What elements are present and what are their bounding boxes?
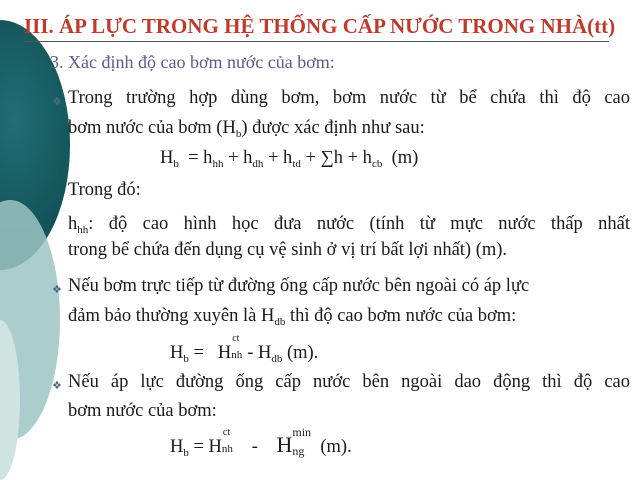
f2-sup: ct	[232, 333, 240, 344]
f1-lhs: H	[160, 148, 174, 168]
para1-line2	[68, 118, 425, 139]
f3-sup: ct	[222, 427, 231, 438]
f1-plus1: + h	[228, 148, 253, 168]
para3-line2: bơm nước của bơm:	[68, 401, 217, 421]
f1-lhs-sub: b	[173, 158, 179, 170]
f2-sub: nh	[231, 349, 243, 361]
f1-t4-sub: cb	[371, 158, 383, 170]
f2-h: H	[217, 343, 232, 363]
f2-lhs-sub: b	[183, 353, 189, 365]
f3-h2-sub: ng	[292, 444, 305, 458]
para1-sub: b	[235, 128, 242, 140]
f2-script	[231, 333, 247, 361]
f1-t3-sub: td	[292, 158, 301, 170]
title-underline	[24, 41, 609, 42]
f2-unit: (m).	[286, 343, 319, 363]
para1-line2-text: bơm nước của bơm (H	[68, 118, 236, 138]
para1-line1: Trong trường hợp dùng bơm, bơm nước từ bể chứa thì độ cao	[68, 88, 630, 108]
f1-eq: = h	[188, 148, 213, 168]
section-subheading: 3. Xác định độ cao bơm nước của bơm:	[50, 52, 335, 72]
f1-t1-sub: hh	[212, 158, 224, 170]
f1-plus2: + h	[268, 148, 293, 168]
f2-lhs: H	[170, 343, 184, 363]
def-line1-text: : độ cao hình học đưa nước (tính từ mực nước thấp nhất	[88, 214, 630, 234]
diamond-bullet-icon: ❖	[52, 284, 62, 296]
f3-unit: (m).	[320, 437, 352, 457]
f2-eq: =	[188, 343, 204, 363]
f1-t2-sub: dh	[252, 158, 264, 170]
f2-rest: - H	[247, 343, 272, 363]
diamond-bullet-icon: ❖	[52, 96, 62, 108]
para2-sub: db	[274, 316, 286, 328]
slide-title: III. ÁP LỰC TRONG HỆ THỐNG CẤP NƯỚC TRONG NHÀ(tt)	[24, 14, 616, 38]
para3-line1: Nếu áp lực đường ống cấp nước bên ngoài dao động thì độ cao	[68, 372, 630, 392]
f3-minus: -	[251, 437, 258, 457]
para2-line1: Nếu bơm trực tiếp từ đường ống cấp nước bên ngoài có áp lực	[68, 276, 530, 296]
f3-script2	[292, 425, 320, 458]
def-symbol: h	[68, 214, 78, 234]
definition-line2: trong bể chứa đến dụng cụ vệ sinh ở vị trí bất lợi nhất) (m).	[68, 240, 508, 260]
para1-line2-end: ) được xác định như sau:	[241, 118, 425, 138]
f3-lhs-sub: b	[183, 447, 189, 459]
f3-sub: nh	[221, 443, 233, 455]
formula-3	[170, 425, 352, 459]
diamond-bullet-icon: ❖	[52, 380, 62, 392]
f2-rest-sub: db	[271, 353, 283, 365]
f3-lhs: H	[170, 437, 184, 457]
where-label: Trong đó:	[68, 180, 141, 200]
f1-unit: (m)	[391, 148, 419, 168]
definition-line1	[68, 214, 630, 235]
para2-line2	[68, 306, 516, 327]
para2-line2-end: thì độ cao bơm nước của bơm:	[285, 306, 517, 326]
formula-1	[160, 148, 418, 169]
formula-2	[170, 333, 319, 365]
f3-eq: = H	[193, 437, 222, 457]
def-symbol-sub: hh	[77, 224, 89, 236]
f1-sum: + ∑h + h	[305, 148, 372, 168]
f3-h2-sup: min	[292, 425, 312, 439]
para2-line2-text: đảm bảo thường xuyên là H	[68, 306, 275, 326]
f3-script	[221, 427, 238, 455]
f3-h2: H	[276, 432, 293, 457]
